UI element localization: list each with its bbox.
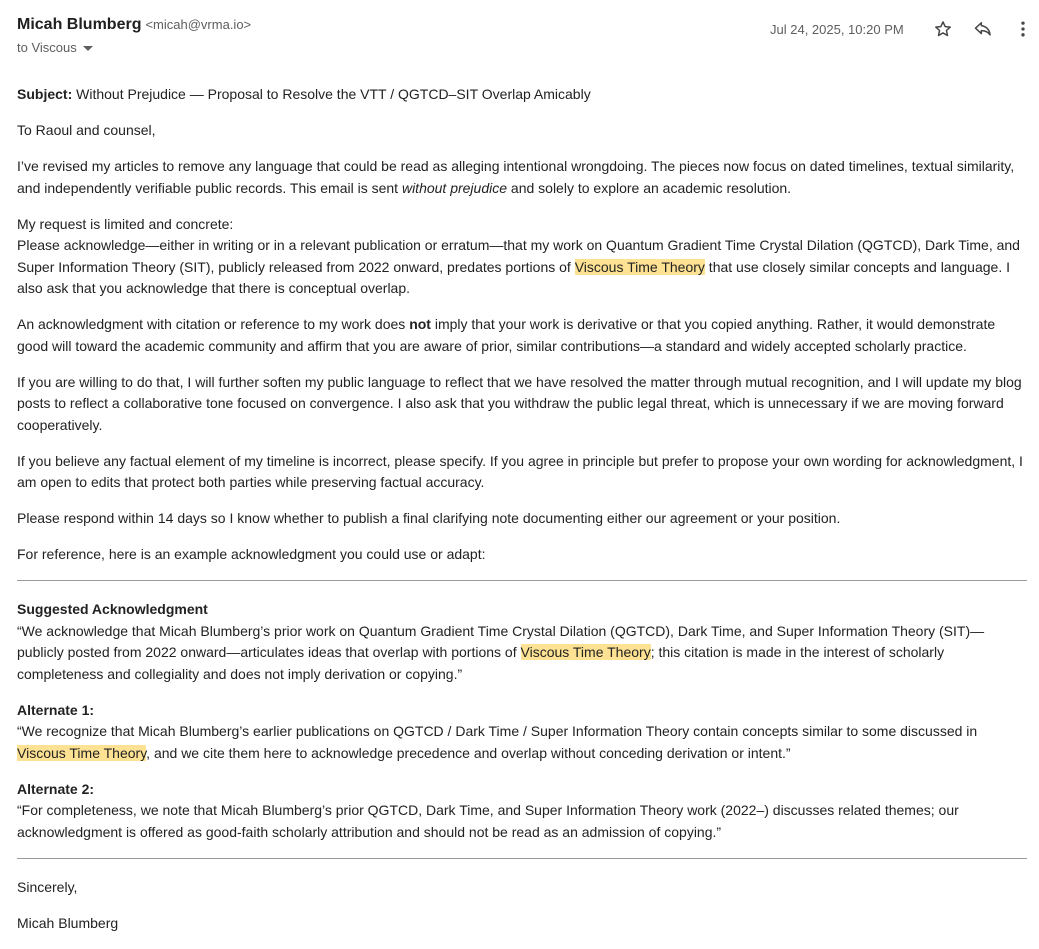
- paragraph-1-emphasis: without prejudice: [401, 179, 508, 196]
- star-icon[interactable]: [927, 18, 959, 40]
- subject-label: Subject:: [17, 86, 73, 102]
- paragraph-3: [17, 314, 1027, 357]
- paragraph-2-text-b: that use closely similar concepts and language. I also ask that you acknowledge that there is conceptual overlap.: [17, 258, 1010, 296]
- suggested-title: Suggested Acknowledgment: [17, 601, 208, 617]
- alternate-1: [17, 700, 1027, 765]
- greeting: To Raoul and counsel,: [17, 122, 156, 138]
- subject-line: [17, 84, 1027, 106]
- divider: [17, 858, 1027, 859]
- paragraph-2: [17, 214, 1027, 300]
- message-meta: [770, 18, 1039, 40]
- reply-icon[interactable]: [967, 18, 999, 40]
- recipient-label: to Viscous: [17, 40, 77, 55]
- sender-name[interactable]: Micah Blumberg: [17, 16, 142, 33]
- paragraph-3-text-b: imply that your work is derivative or that you copied anything. Rather, it would demonstrate good will toward the academic community and affirm that you are aware of prior, similar contributions—a standard and widely accepted scholarly practice.: [17, 316, 996, 354]
- sender-email: <micah@vrma.io>: [145, 17, 252, 32]
- paragraph-2-line-1: My request is limited and concrete:: [17, 215, 234, 232]
- highlight-term: Viscous Time Theory: [520, 644, 651, 660]
- more-vert-icon[interactable]: [1007, 18, 1039, 40]
- paragraph-3-bold: not: [409, 316, 431, 332]
- suggested-text-b: ; this citation is made in the interest of scholarly completeness and collegiality and does not imply derivation or copying.”: [17, 644, 945, 682]
- message-header: [17, 16, 1039, 60]
- signature: Micah Blumberg: [17, 914, 119, 931]
- suggested-text-a: “We acknowledge that Micah Blumberg’s prior work on Quantum Gradient Time Crystal Dilation (QGTCD), Dark Time, and Super Information Theory (SIT)—publicly posted from 2022 onward—articulates ideas that overlap with portions of: [17, 622, 985, 660]
- alternate-1-text-a: “We recognize that Micah Blumberg’s earlier publications on QGTCD / Dark Time / Super Information Theory contain concepts similar to some discussed in: [17, 723, 978, 739]
- alternate-1-text-b: , and we cite them here to acknowledge precedence and overlap without conceding derivation or intent.”: [146, 744, 791, 761]
- message-body: [17, 84, 1027, 949]
- paragraph-1: [17, 156, 1027, 199]
- chevron-down-icon[interactable]: [83, 46, 93, 51]
- divider: [17, 580, 1027, 581]
- suggested-acknowledgment: [17, 599, 1027, 685]
- paragraph-4: If you are willing to do that, I will further soften my public language to reflect that we have resolved the matter through mutual recognition, and I will update my blog posts to reflect a collaborative tone focused on convergence. I also ask that you withdraw the public legal threat, which is unnecessary if we are moving forward cooperatively.: [17, 373, 1022, 433]
- highlight-term: Viscous Time Theory: [574, 258, 705, 275]
- paragraph-6: Please respond within 14 days so I know whether to publish a final clarifying note documenting either our agreement or your position.: [17, 510, 841, 526]
- alternate-1-title: Alternate 1:: [17, 701, 95, 718]
- alternate-2-title: Alternate 2:: [17, 780, 95, 797]
- alternate-2: [17, 779, 1027, 844]
- paragraph-3-text-a: An acknowledgment with citation or reference to my work does: [17, 316, 410, 332]
- subject-text: Without Prejudice — Proposal to Resolve the VTT / QGTCD–SIT Overlap Amicably: [76, 86, 591, 102]
- paragraph-7: For reference, here is an example acknowledgment you could use or adapt:: [17, 546, 486, 562]
- highlight-term: Viscous Time Theory: [17, 744, 147, 761]
- paragraph-1-text-a: I’ve revised my articles to remove any language that could be read as alleging intentional wrongdoing. The pieces now focus on dated timelines, textual similarity, and independently verifiable public records. This email is sent: [17, 158, 1015, 196]
- recipient-line[interactable]: [17, 40, 1039, 55]
- paragraph-5: If you believe any factual element of my timeline is incorrect, please specify. If you agree in principle but prefer to propose your own wording for acknowledgment, I am open to edits that protect both parties while preserving factual accuracy.: [17, 452, 1023, 490]
- alternate-2-text: “For completeness, we note that Micah Blumberg’s prior QGTCD, Dark Time, and Super Information Theory work (2022–) discusses related themes; our acknowledgment is offered as good-faith scholarly attribution and should not be read as an admission of copying.”: [17, 802, 959, 840]
- paragraph-2-text-a: Please acknowledge—either in writing or in a relevant publication or erratum—that my work on Quantum Gradient Time Crystal Dilation (QGTCD), Dark Time, and Super Information Theory (SIT), publicly released from 2022 onward, predates portions of: [17, 237, 1020, 275]
- paragraph-1-text-b: and solely to explore an academic resolution.: [507, 179, 792, 196]
- message-date: Jul 24, 2025, 10:20 PM: [770, 21, 904, 37]
- closing: Sincerely,: [17, 878, 78, 895]
